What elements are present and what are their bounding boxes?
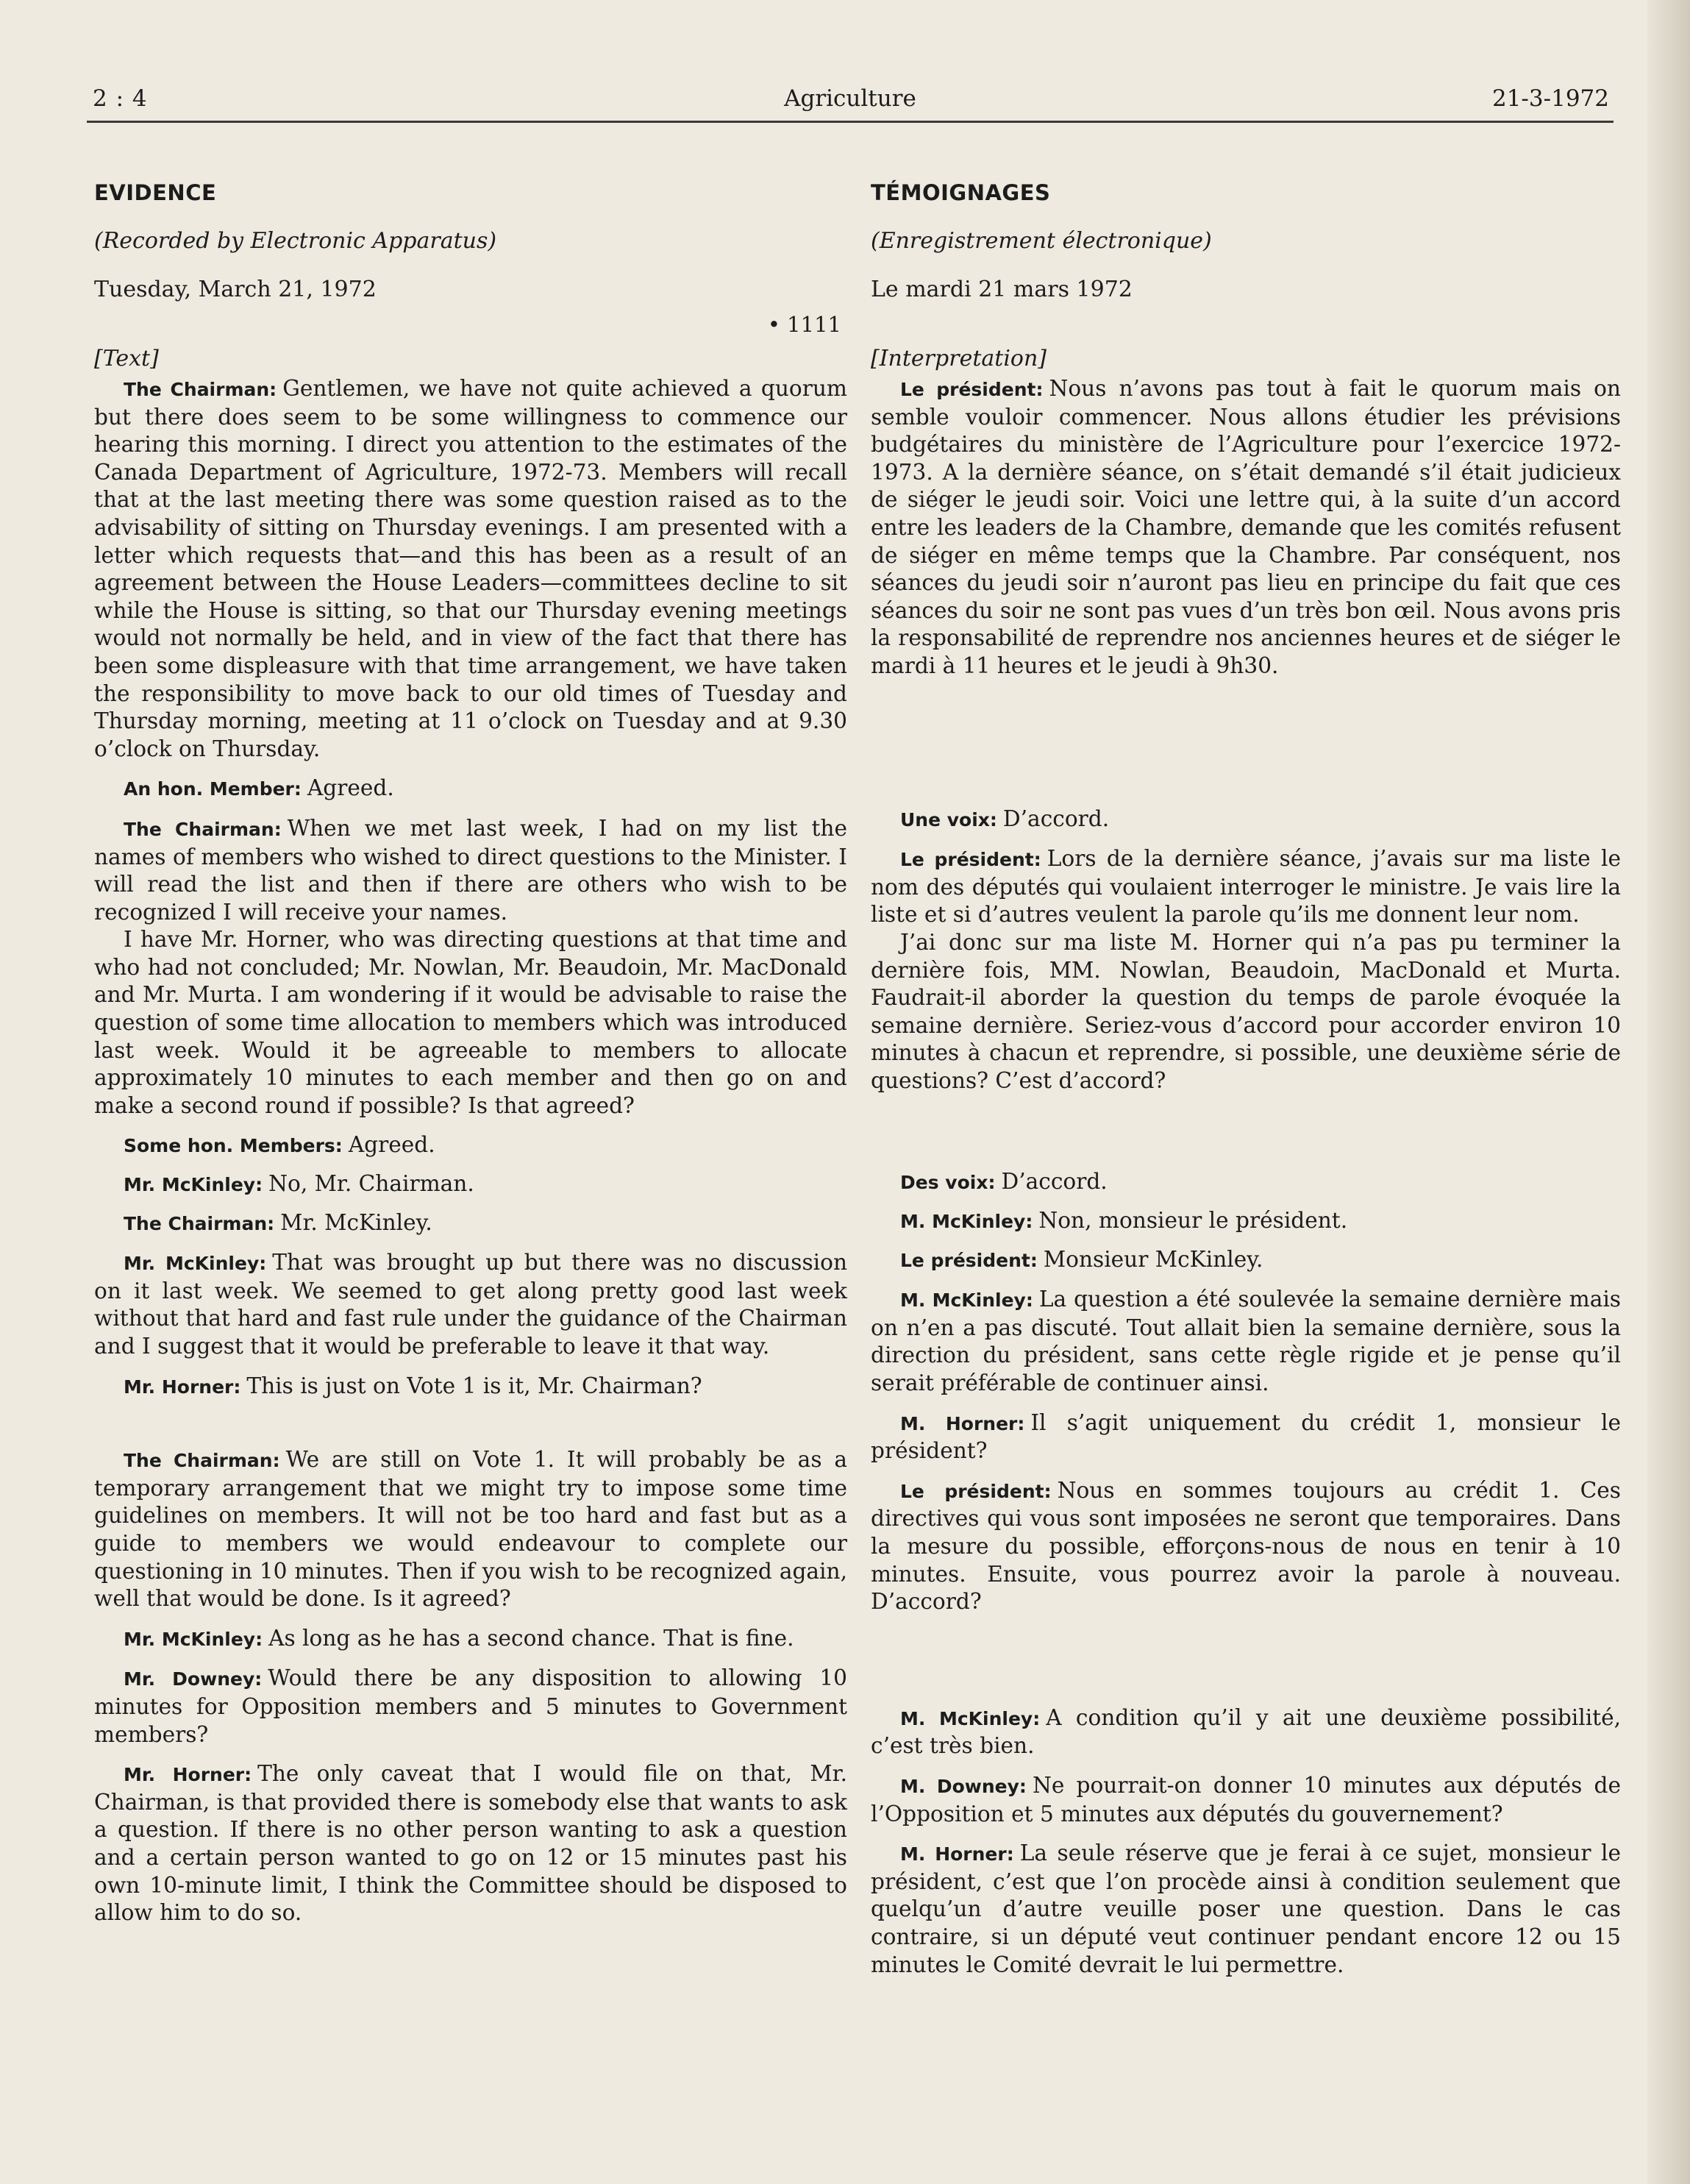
- speaker-name: Des voix:: [900, 1172, 996, 1194]
- speaker-name: M. Downey:: [900, 1775, 1027, 1797]
- speech-paragraph: [94, 1170, 847, 1199]
- speech-paragraph: [871, 929, 1621, 1095]
- date-fr: Le mardi 21 mars 1972: [871, 277, 1133, 302]
- english-column: [94, 177, 847, 1927]
- speech-text: A condition qu’il y ait une deuxième possibilité, c’est très bien.: [871, 1704, 1621, 1759]
- speaker-name: The Chairman:: [124, 1212, 275, 1234]
- speaker-name: M. Horner:: [900, 1843, 1014, 1865]
- speech-paragraph: [871, 805, 1621, 834]
- speech-text: That was brought up but there was no discussion on it last week. We seemed to get along pretty good last week without that hard and fast rule under the guidance of the Chairman and I suggest that it would be preferable to leave it that way.: [94, 1250, 847, 1359]
- speech-paragraph: [94, 1760, 847, 1927]
- speech-paragraph: [94, 775, 847, 803]
- speech-text: D’accord.: [1001, 1169, 1108, 1195]
- speech-paragraph: [871, 1840, 1621, 1979]
- speaker-name: Le président:: [900, 849, 1041, 871]
- section-heading-en: EVIDENCE: [94, 180, 217, 205]
- speaker-name: The Chairman:: [124, 1450, 280, 1472]
- speaker-name: Mr. McKinley:: [124, 1174, 263, 1196]
- page-edge-shadow: [1647, 0, 1690, 2184]
- speech-text: La seule réserve que je ferai à ce sujet, monsieur le président, c’est que l’on procède ainsi à condition seulement que quelqu’un d’autre veuille poser une question. Dans le cas contraire, si un député veut continuer pendant encore 12 ou 15 minutes le Comité devrait le lui permettre.: [871, 1840, 1621, 1977]
- speaker-name: Some hon. Members:: [124, 1135, 343, 1157]
- speech-text: Nous en sommes toujours au crédit 1. Ces directives qui vous sont imposées ne seront que temporaires. Dans la mesure du possible, efforçons-nous de nous en tenir à 10 minutes. Ensuite, vous pourrez avoir la parole à nouveau. D’accord?: [871, 1477, 1621, 1615]
- speaker-name: M. McKinley:: [900, 1211, 1033, 1233]
- speaker-name: Mr. Horner:: [124, 1376, 241, 1398]
- speaker-name: Une voix:: [900, 808, 997, 830]
- language-tag-en: [Text]: [94, 346, 159, 371]
- date-en: Tuesday, March 21, 1972: [94, 277, 377, 302]
- speech-paragraph: [871, 1246, 1621, 1275]
- speaker-name: Mr. Downey:: [124, 1668, 263, 1690]
- subtitle-fr: (Enregistrement électronique): [871, 228, 1212, 254]
- speech-paragraph: [871, 1286, 1621, 1397]
- speaker-name: The Chairman:: [124, 379, 277, 400]
- time-marker: • 1111: [767, 312, 841, 337]
- speaker-name: M. Horner:: [900, 1412, 1025, 1434]
- speech-text: La question a été soulevée la semaine dernière mais on n’en a pas discuté. Tout allait bien la semaine dernière, sous la direction du président, sans cette règle rigide et je pense qu’il serait préférable de continuer ainsi.: [871, 1287, 1621, 1396]
- speech-text: Non, monsieur le président.: [1038, 1208, 1348, 1234]
- speech-text: Mr. McKinley.: [280, 1209, 432, 1235]
- speaker-name: M. McKinley:: [900, 1707, 1041, 1729]
- speech-paragraph: [871, 1207, 1621, 1236]
- section-heading-fr: TÉMOIGNAGES: [871, 180, 1051, 205]
- speech-paragraph: [871, 845, 1621, 929]
- speech-paragraph: [871, 1168, 1621, 1197]
- speech-paragraph: [871, 1477, 1621, 1616]
- speech-text: Would there be any disposition to allowing 10 minutes for Opposition members and 5 minutes to Government members?: [94, 1665, 847, 1747]
- speech-text: Ne pourrait-on donner 10 minutes aux députés de l’Opposition et 5 minutes aux députés du gouvernement?: [871, 1772, 1621, 1826]
- speech-paragraph: [94, 1665, 847, 1749]
- speech-paragraph: [871, 1704, 1621, 1760]
- speaker-name: The Chairman:: [124, 818, 282, 840]
- speech-paragraph: [94, 1625, 847, 1654]
- speaker-name: Mr. McKinley:: [124, 1628, 263, 1650]
- speech-paragraph: [94, 375, 847, 763]
- speech-paragraph: [94, 1373, 847, 1401]
- speaker-name: M. McKinley:: [900, 1290, 1033, 1312]
- french-column: [871, 177, 1621, 1979]
- speech-text: I have Mr. Horner, who was directing questions at that time and who had not concluded; Mr. Nowlan, Mr. Beaudoin, Mr. MacDonald and Mr. Murta. I am wondering if it would be advisable to raise the question of some time allocation to members which was introduced last week. Would it be agreeable to members to allocate approximately 10 minutes to each member and then go on and make a second round if possible? Is that agreed?: [94, 927, 847, 1118]
- speech-text: Gentlemen, we have not quite achieved a quorum but there does seem to be some willingness to commence our hearing this morning. I direct you attention to the estimates of the Canada Department of Agriculture, 1972-73. Members will recall that at the last meeting there was some question raised as to the advisability of sitting on Thursday evenings. I am presented with a letter which requests that—and this has been as a result of an agreement between the House Leaders—committees decline to sit while the House is sitting, so that our Thursday evening meetings would not normally be held, and in view of the fact that there has been some displeasure with that time arrangement, we have taken the responsibility to move back to our old times of Tuesday and Thursday morning, meeting at 11 o’clock on Tuesday and at 9.30 o’clock on Thursday.: [94, 376, 847, 761]
- speech-paragraph: [871, 1409, 1621, 1465]
- speech-text: Monsieur McKinley.: [1043, 1246, 1263, 1272]
- speech-text: When we met last week, I had on my list the names of members who wished to direct questions to the Minister. I will read the list and then if there are others who wish to be recognized I will receive your names.: [94, 815, 848, 925]
- speaker-name: An hon. Member:: [124, 778, 302, 800]
- speech-text: J’ai donc sur ma liste M. Horner qui n’a pas pu terminer la dernière fois, MM. Nowlan, Beaudoin, MacDonald et Murta. Faudrait-il aborder la question du temps de parole évoquée la semaine dernière. Seriez-vous d’accord pour accorder environ 10 minutes à chacun et reprendre, si possible, une deuxième série de questions? C’est d’accord?: [871, 929, 1621, 1093]
- speech-text: Agreed.: [307, 775, 394, 801]
- speech-text: We are still on Vote 1. It will probably be as a temporary arrangement that we might try to impose some time guidelines on members. It will not be too hard and fast but as a guide to members we would endeavour to complete our questioning in 10 minutes. Then if you wish to be recognized again, well that would be done. Is it agreed?: [94, 1447, 847, 1612]
- speech-text: No, Mr. Chairman.: [268, 1171, 474, 1197]
- page-header: [87, 82, 1614, 123]
- subtitle-en: (Recorded by Electronic Apparatus): [94, 228, 497, 254]
- speaker-name: Mr. Horner:: [124, 1764, 252, 1786]
- speech-text: D’accord.: [1002, 805, 1110, 831]
- speaker-name: Le président:: [900, 1249, 1038, 1271]
- header-title: Agriculture: [784, 85, 916, 112]
- speaker-name: Mr. McKinley:: [124, 1253, 267, 1275]
- speech-text: Agreed.: [348, 1132, 435, 1158]
- speaker-name: Le président:: [900, 1480, 1052, 1502]
- speech-paragraph: [871, 375, 1621, 680]
- language-tag-fr: [Interpretation]: [871, 346, 1047, 371]
- speech-paragraph: [94, 1209, 847, 1238]
- speech-text: This is just on Vote 1 is it, Mr. Chairman?: [246, 1373, 702, 1398]
- page-number: 2 : 4: [93, 85, 148, 112]
- speech-paragraph: [94, 1249, 847, 1360]
- speaker-name: Le président:: [900, 379, 1044, 400]
- speech-text: As long as he has a second chance. That is fine.: [268, 1625, 794, 1651]
- speech-paragraph: [871, 1772, 1621, 1828]
- speech-text: Nous n’avons pas tout à fait le quorum mais on semble vouloir commencer. Nous allons étudier les prévisions budgétaires du ministère de l’Agriculture pour l’exercice 1972-1973. A la dernière séance, on s’était demandé s’il était judicieux de siéger le jeudi soir. Voici une lettre qui, à la suite d’un accord entre les leaders de la Chambre, demande que les comités refusent de siéger en même temps que la Chambre. Par conséquent, nos séances du jeudi soir n’auront pas lieu en principe du fait que ces séances du soir ne sont pas vues d’un très bon œil. Nous avons pris la responsabilité de reprendre nos anciennes heures et de siéger le mardi à 11 heures et le jeudi à 9h30.: [871, 376, 1621, 678]
- speech-paragraph: [94, 926, 847, 1120]
- speech-text: Lors de la dernière séance, j’avais sur ma liste le nom des députés qui voulaient interroger le ministre. Je vais lire la liste et si d’autres veulent la parole qu’ils me donnent leur nom.: [871, 846, 1621, 928]
- speech-paragraph: [94, 1446, 847, 1613]
- speech-paragraph: [94, 1131, 847, 1160]
- speech-text: The only caveat that I would file on that, Mr. Chairman, is that provided there is somebody else that wants to ask a question. If there is no other person wanting to ask a question and a certain person wanted to go on 12 or 15 minutes past his own 10-minute limit, I think the Committee should be disposed to allow him to do so.: [94, 1761, 847, 1926]
- speech-paragraph: [94, 815, 847, 926]
- speech-text: Il s’agit uniquement du crédit 1, monsieur le président?: [871, 1409, 1621, 1464]
- header-date: 21-3-1972: [1491, 85, 1609, 112]
